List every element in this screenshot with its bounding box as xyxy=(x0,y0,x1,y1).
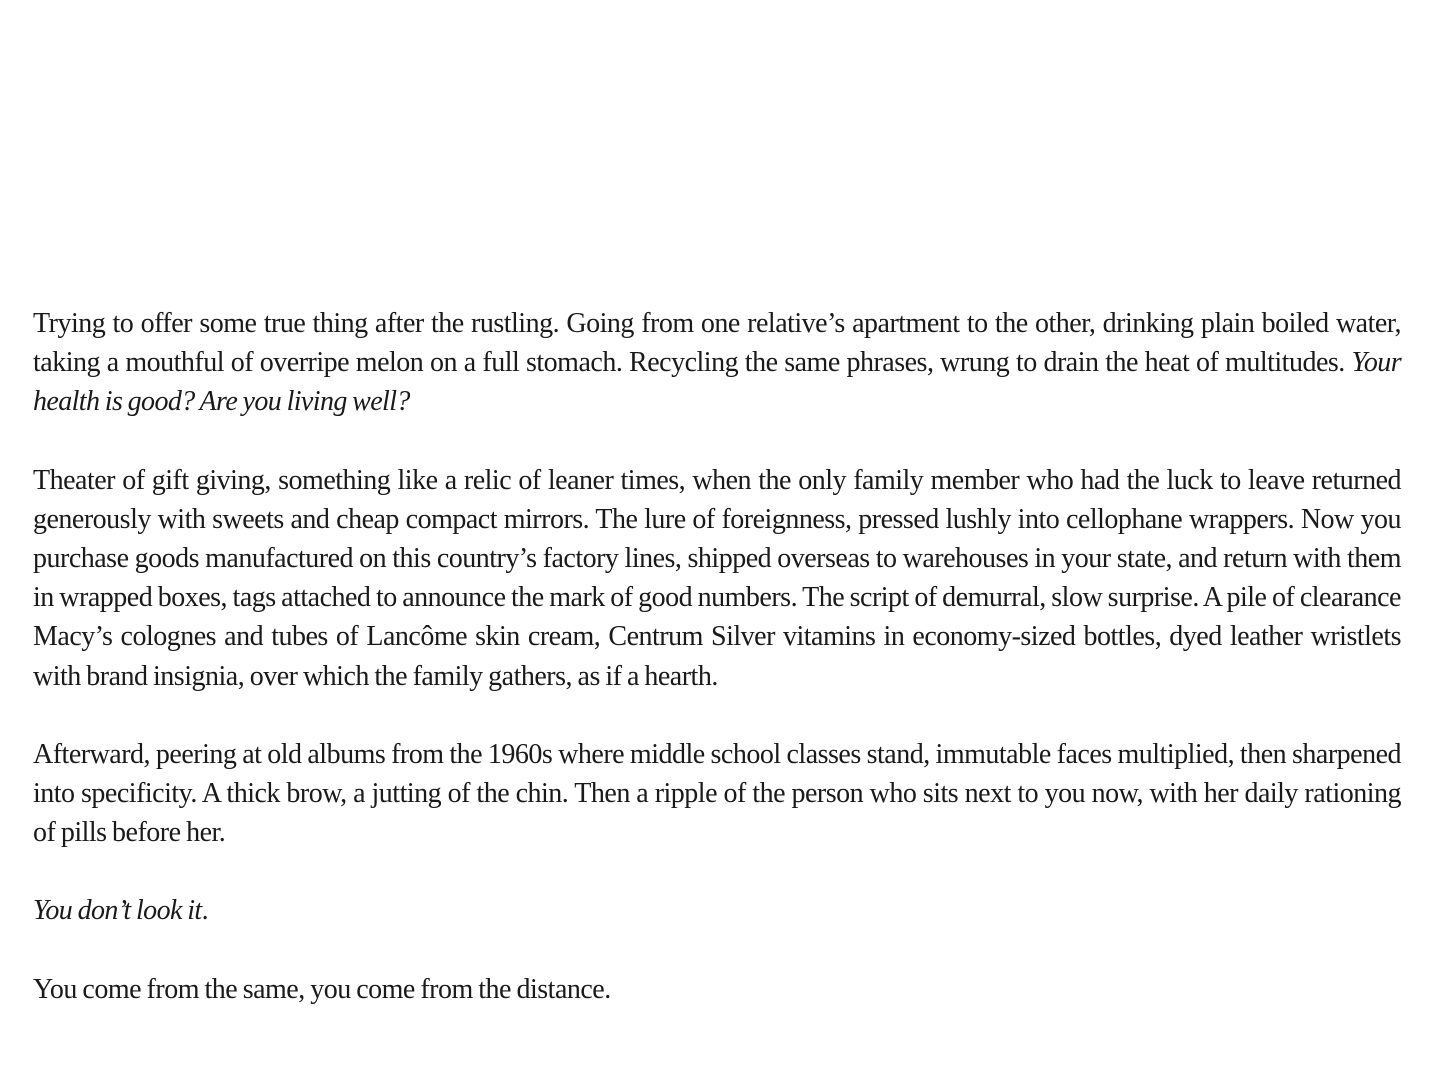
paragraph-distance-text: You come from the same, you come from the distance. xyxy=(33,973,611,1005)
paragraph-rustling-text: Trying to offer some true thing after the rustling. Going from one relative’s apartment to the other, drinking plain boiled water, taking a mouthful of overripe melon on a full stomach. Recycling the same phrases, wrung to drain the heat of multitudes. xyxy=(33,308,1401,379)
paragraph-albums-text: Afterward, peering at old albums from the 1960s where middle school classes stand, immutable faces multiplied, then sharpened into specificity. A thick brow, a jutting of the chin. Then a ripple of the person who sits next to you now, with her daily rationing of pills before her. xyxy=(33,738,1401,849)
document-body xyxy=(33,304,1401,1009)
paragraph-albums xyxy=(33,735,1401,853)
paragraph-dont-look-it xyxy=(33,891,1401,930)
paragraph-rustling xyxy=(33,304,1401,422)
paragraph-gift-giving xyxy=(33,461,1401,696)
paragraph-dont-look-it-tail: . xyxy=(201,895,209,927)
paragraph-distance xyxy=(33,970,1401,1009)
paragraph-rustling-italic: Your health is good? Are you living well? xyxy=(33,347,1401,418)
paragraph-dont-look-it-italic: You don’t look it xyxy=(33,895,202,927)
paragraph-gift-giving-text: Theater of gift giving, something like a relic of leaner times, when the only family member who had the luck to leave returned generously with sweets and cheap compact mirrors. The lure of foreignness, pressed lushly into cellophane wrappers. Now you purchase goods manufactured on this country’s factory lines, shipped overseas to warehouses in your state, and return with them in wrapped boxes, tags attached to announce the mark of good numbers. The script of demurral, slow surprise. A pile of clearance Macy’s colognes and tubes of Lancôme skin cream, Centrum Silver vitamins in economy-sized bottles, dyed leather wristlets with brand insignia, over which the family gathers, as if a hearth. xyxy=(33,464,1401,692)
